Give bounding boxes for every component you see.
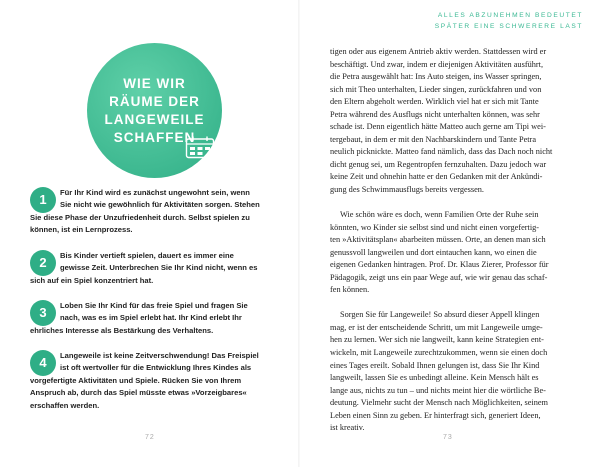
right-page [300, 0, 600, 467]
page-number: 72 [145, 434, 155, 441]
list-item-3 [30, 300, 275, 337]
paragraph-2: Wie schön wäre es doch, wenn Familien Orte der Ruhe sein könnten, wo Kinder sie selbst sind und nicht einen vorgefertig- ten »Aktivitätsplan« abarbeiten müssen. Orte, an denen man sich genussvoll langweilen und dort eintauchen kann, wo einen die eigenen Gedanken hintragen. Prof. Dr. Klaus Zierer, Professor für Pädagogik, zeigt uns ein paar Wege auf, wie wir genau das schaf- fen können. [330, 210, 549, 295]
list-item-1 [30, 187, 275, 237]
running-header: ALLES ABZUNEHMEN BEDEUTET SPÄTER EINE SCHWERERE LAST [434, 12, 583, 30]
number-badge: 3 [30, 300, 56, 326]
paragraph-3: Sorgen Sie für Langeweile! So absurd dieser Appell klingen mag, er ist der entscheidende Schritt, um mit Langeweile umge- hen zu lernen. Wer sich nie langweilt, kann keine Strategien ent- wickeln, mit Langeweile zurechtzukommen, wenn sie einen doch eines Tages ereilt. Sobald Ihnen gelungen ist, dass Sie Ihr Kind langweilt, lassen Sie es unbedingt alleine. Kein Mensch hält es lange aus, nichts zu tun – und nichts meint hier die wörtliche Be- deutung. Vielmehr sucht der Mensch nach Möglichkeiten, seinem Leben einen Sinn zu geben. Er hinterfragt sich, generiert Ideen, ist kreativ. [330, 310, 549, 433]
body-text [330, 46, 583, 435]
list-item-2 [30, 250, 275, 287]
paragraph-1: tigen oder aus eigenem Antrieb aktiv werden. Stattdessen wird er beschäftigt. Und zwar, indem er diejenigen Aktivitäten ausführt, die Petra ausgewählt hat: Ins Auto steigen, ins Wasser springen, sich mit Theo unterhalten, Lieder singen, zurückfahren und von den Eltern abgeholt werden. Wirklich viel hat er sich mit Tante Petra während des Ausflugs nicht unterhalten können, was sehr schade ist. Denn eigentlich hätte Matteo auch gerne am Tipi wei- tergebaut, in dem er mit den Nachbarskindern und Tante Petra neulich picknickte. Matteo fand nämlich, dass das Dach noch nicht dicht genug sei, um Regentropfen fernzuhalten. Dazu jedoch war keine Zeit und ohnehin hatte er den Gedanken mit der Ankündi- gung des Schwimmausflugs bereits vergessen. [330, 47, 553, 195]
number-badge: 4 [30, 350, 56, 376]
number-badge: 1 [30, 187, 56, 213]
title-circle [87, 43, 222, 178]
list-item-4 [30, 350, 275, 412]
number-badge: 2 [30, 250, 56, 276]
list-item-text: Langeweile ist keine Zeitverschwendung! Das Freispiel ist oft wertvoller für die Entwicklung Ihres Kindes als vorgefertigte Aktivitäten und Spiele. Rücken Sie von Ihrem Anspruch ab, durch das Spiel müsste etwas »Vorzeigbares« erschaffen werden. [30, 351, 259, 410]
circle-title: WIE WIR RÄUME DER LANGEWEILE SCHAFFEN [104, 76, 205, 145]
list-item-text: Bis Kinder vertieft spielen, dauert es immer eine gewisse Zeit. Unterbrechen Sie Ihr Kind nicht, wenn es sich auf ein Spiel konzentriert hat. [30, 251, 258, 285]
calendar-icon [185, 135, 215, 159]
list-item-text: Loben Sie Ihr Kind für das freie Spiel und fragen Sie nach, was es im Spiel erlebt hat. Ihr Kind erlebt Ihr ehrliches Interesse als Bestärkung des Verhaltens. [30, 301, 248, 335]
list-item-text: Für Ihr Kind wird es zunächst ungewohnt sein, wenn Sie nicht wie gewöhnlich für Aktivitäten sorgen. Stehen Sie diese Phase der Unzufriedenheit durch. Selbst spielen zu können, ist ein Lernprozess. [30, 188, 260, 235]
page-number: 73 [443, 434, 453, 441]
